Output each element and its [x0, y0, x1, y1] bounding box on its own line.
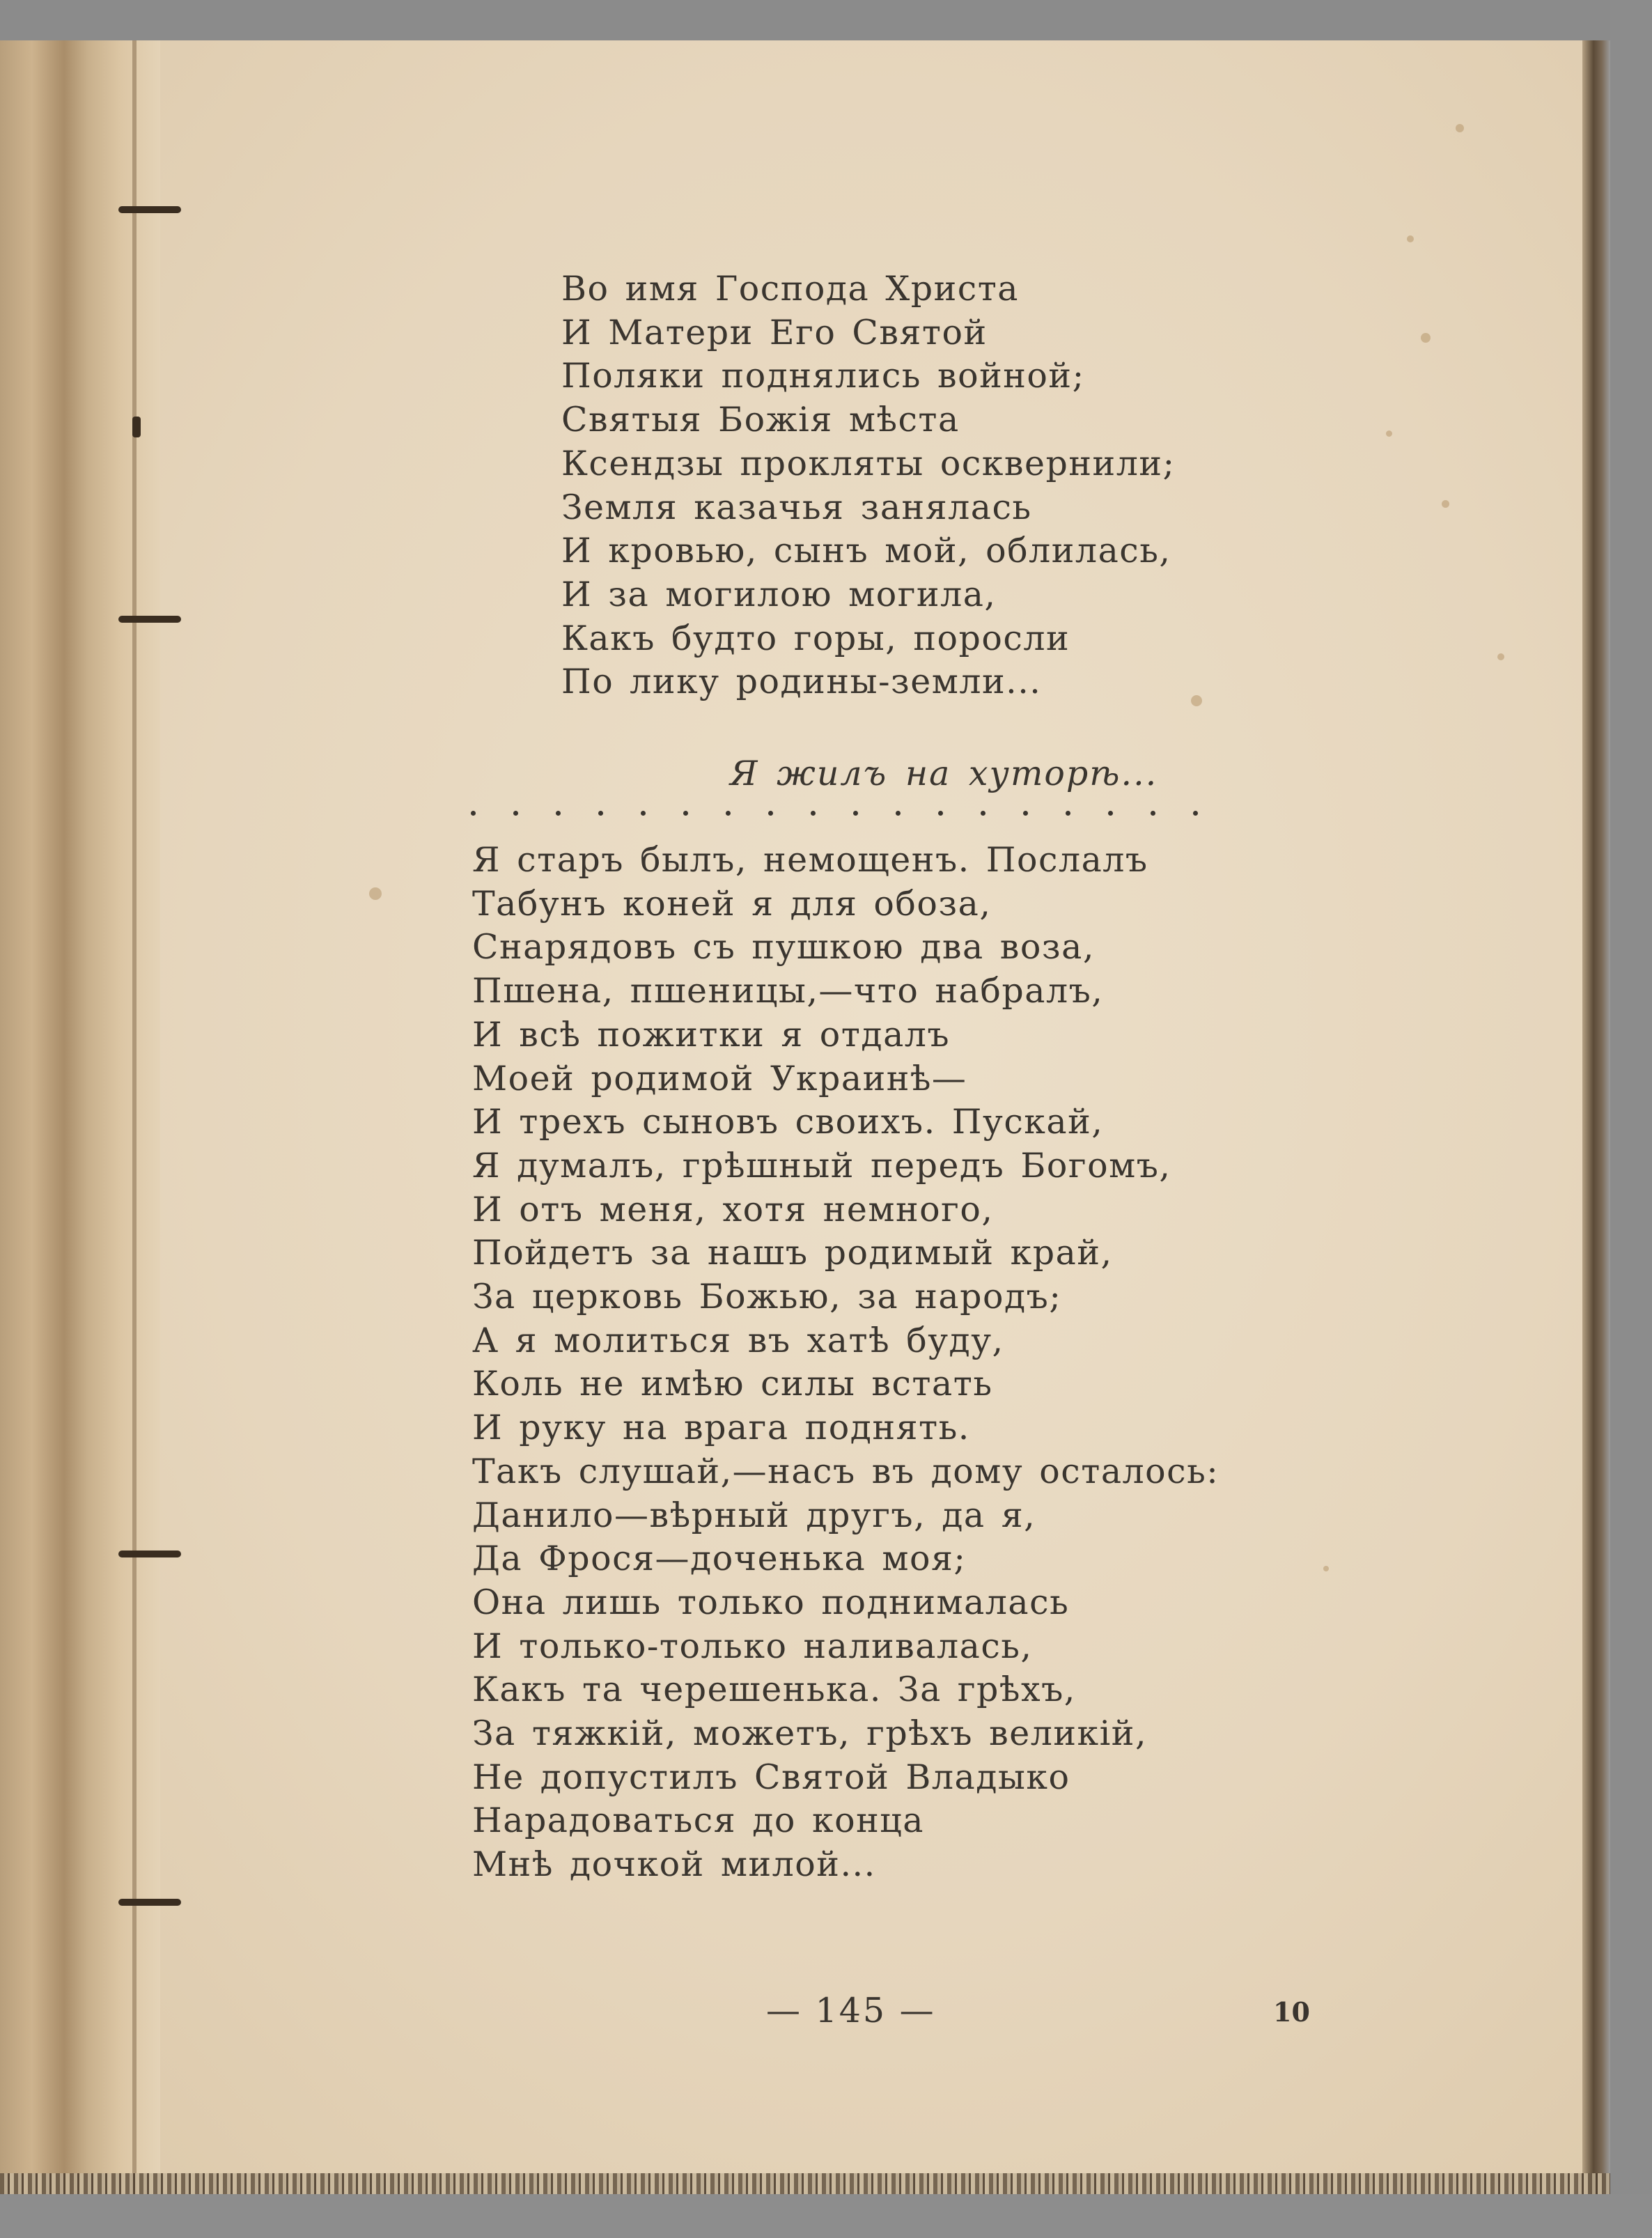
- verse-line: И всѣ пожитки я отдалъ: [472, 1014, 951, 1055]
- scan-border-top: [0, 0, 1652, 40]
- verse-line: Не допустилъ Святой Владыко: [472, 1757, 1070, 1797]
- binding-stitch: [118, 1551, 181, 1557]
- scan-border-bottom: [0, 2194, 1652, 2238]
- verse-line: По лику родины-земли...: [561, 662, 1042, 702]
- divider-dot: [641, 811, 646, 816]
- divider-dot: [471, 811, 476, 816]
- binding-stitch: [118, 616, 181, 623]
- gutter-fold: [132, 40, 137, 2194]
- verse-line: Да Фрося—доченька моя;: [472, 1539, 967, 1579]
- divider-dot: [811, 811, 816, 816]
- verse-line: Моей родимой Украинѣ—: [472, 1058, 967, 1098]
- verse-line: И отъ меня, хотя немного,: [472, 1189, 994, 1229]
- foxing-spot: [1456, 124, 1464, 132]
- verse-line: Какъ будто горы, поросли: [561, 618, 1070, 658]
- foxing-spot: [1421, 333, 1431, 343]
- verse-line: Такъ слушай,—насъ въ дому осталось:: [472, 1451, 1219, 1491]
- verse-line: Мнѣ дочкой милой...: [472, 1844, 876, 1885]
- verse-line: И за могилою могила,: [561, 574, 997, 614]
- binding-stitch: [118, 206, 181, 213]
- divider-dot: [1066, 811, 1070, 816]
- divider-dot: [683, 811, 688, 816]
- foxing-spot: [1191, 695, 1202, 706]
- divider-dot: [1108, 811, 1113, 816]
- verse-line: Коль не имѣю силы встать: [472, 1364, 993, 1404]
- verse-line: Нарадоваться до конца: [472, 1801, 924, 1841]
- verse-line: Какъ та черешенька. За грѣхъ,: [472, 1670, 1076, 1710]
- verse-line: Пойдетъ за нашъ родимый край,: [472, 1233, 1113, 1273]
- section-subtitle: Я жилъ на хуторѣ...: [730, 754, 1158, 793]
- stanza-2: [472, 839, 1219, 1887]
- book-page: [0, 40, 1595, 2194]
- page-stack-edge: [0, 2173, 1610, 2194]
- foxing-spot: [369, 887, 382, 900]
- divider-dot: [896, 811, 901, 816]
- divider-dot: [556, 811, 561, 816]
- verse-line: Святыя Божія мѣста: [561, 400, 960, 440]
- binding-stitch: [118, 1899, 181, 1906]
- verse-line: Я старъ былъ, немощенъ. Послалъ: [472, 840, 1148, 880]
- stanza-1: [561, 267, 1176, 704]
- verse-line: Во имя Господа Христа: [561, 269, 1020, 309]
- page-number: — 145 —: [766, 1991, 936, 2030]
- foxing-spot: [1323, 1566, 1329, 1571]
- divider-dot: [1023, 811, 1028, 816]
- divider-dot: [853, 811, 858, 816]
- divider-dot: [513, 811, 518, 816]
- verse-line: Земля казачья занялась: [561, 487, 1032, 527]
- verse-line: Я думалъ, грѣшный передъ Богомъ,: [472, 1145, 1171, 1186]
- verse-line: За церковь Божью, за народъ;: [472, 1277, 1062, 1317]
- verse-line: И Матери Его Святой: [561, 312, 988, 352]
- divider-dot: [726, 811, 731, 816]
- foxing-spot: [1386, 430, 1392, 437]
- binding-stitch: [132, 417, 141, 437]
- verse-line: А я молиться въ хатѣ буду,: [472, 1320, 1004, 1360]
- verse-line: Она лишь только поднималась: [472, 1582, 1070, 1622]
- verse-line: И трехъ сыновъ своихъ. Пускай,: [472, 1102, 1104, 1142]
- foxing-spot: [1407, 235, 1414, 242]
- verse-line: За тяжкій, можетъ, грѣхъ великій,: [472, 1714, 1148, 1754]
- verse-line: И только-только наливалась,: [472, 1626, 1033, 1666]
- verse-line: И руку на врага поднять.: [472, 1408, 970, 1448]
- verse-line: Табунъ коней я для обоза,: [472, 883, 992, 924]
- divider-dot: [1193, 811, 1198, 816]
- foxing-spot: [1497, 653, 1504, 660]
- divider-dot: [938, 811, 943, 816]
- book-cover-edge: [1582, 40, 1610, 2194]
- foxing-spot: [1442, 500, 1449, 508]
- scan-border-right: [1610, 0, 1652, 2238]
- divider-dot: [598, 811, 603, 816]
- ellipsis-divider: [471, 811, 1202, 818]
- divider-dot: [1151, 811, 1155, 816]
- verse-line: Снарядовъ съ пушкою два воза,: [472, 927, 1095, 968]
- divider-dot: [981, 811, 985, 816]
- divider-dot: [768, 811, 773, 816]
- verse-line: Поляки поднялись войной;: [561, 356, 1085, 396]
- verse-line: Данило—вѣрный другъ, да я,: [472, 1495, 1036, 1535]
- verse-line: Пшена, пшеницы,—что набралъ,: [472, 971, 1104, 1011]
- verse-line: Ксендзы прокляты осквернили;: [561, 443, 1176, 483]
- signature-mark: 10: [1273, 1996, 1310, 2028]
- verse-line: И кровью, сынъ мой, облилась,: [561, 531, 1171, 571]
